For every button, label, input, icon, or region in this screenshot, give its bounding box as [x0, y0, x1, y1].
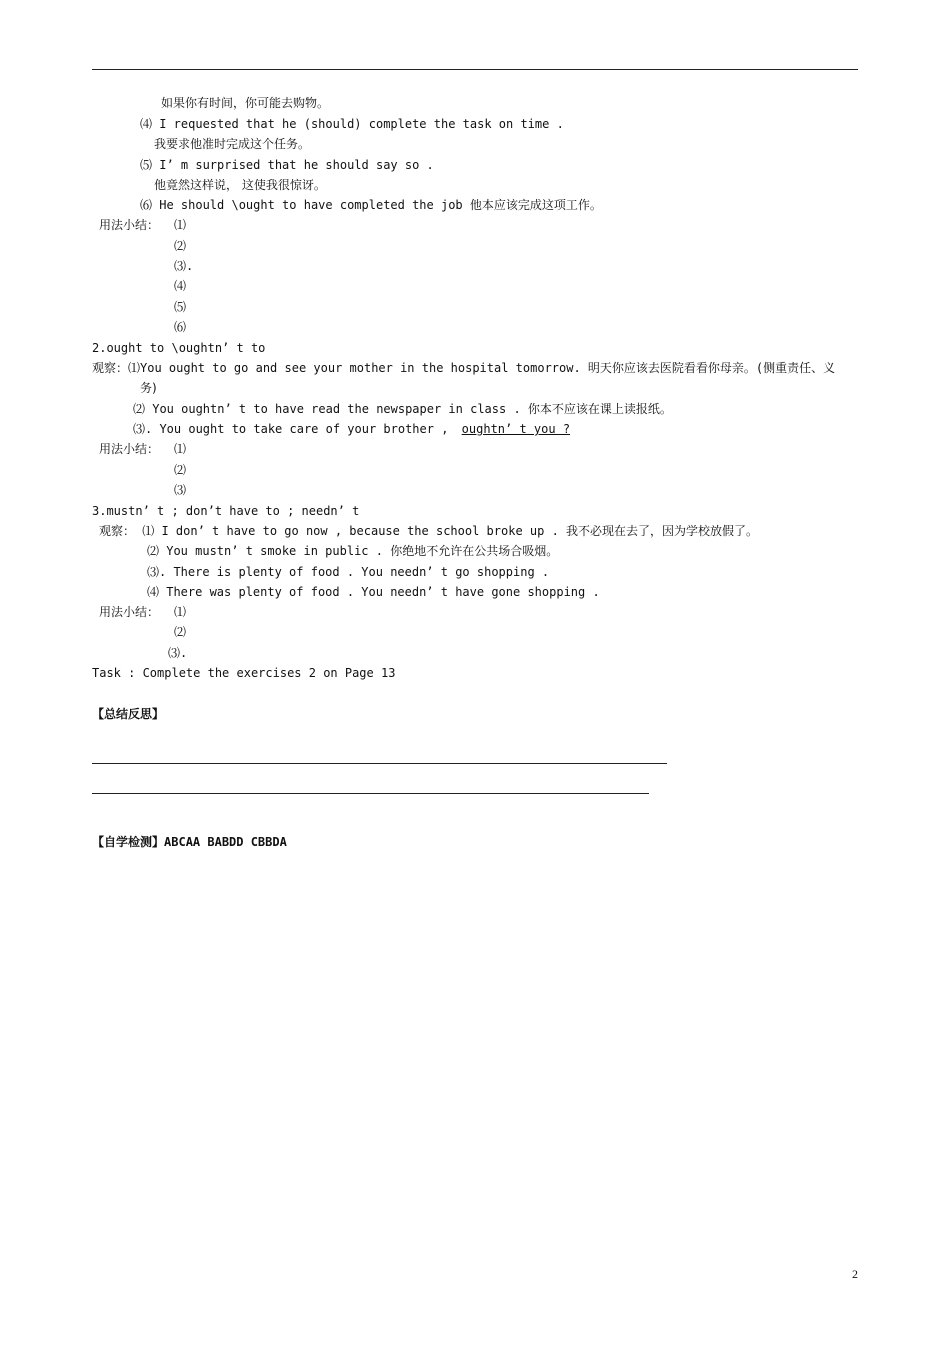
question-tag-answer: oughtn’ t you ? — [461, 422, 571, 436]
observation-3-text: ⑶. You ought to take care of your brother , — [133, 422, 449, 436]
example-sentence-5: ⑸ I’ m surprised that he should say so . — [140, 158, 434, 172]
header-rule — [92, 69, 858, 70]
section-3-observation-4: ⑷ There was plenty of food . You needn’ t have gone shopping . — [147, 585, 600, 599]
example-translation-5: 他竟然这样说， 这使我很惊讶。 — [154, 178, 326, 192]
usage-summary-item: ⑵ — [174, 239, 187, 253]
section-3-title: 3.mustn’ t ; don’t have to ; needn’ t — [92, 504, 360, 518]
section-2-observation-1: 观察：⑴You ought to go and see your mother in the hospital tomorrow. 明天你应该去医院看看你母亲。(侧重责任、义 — [92, 361, 836, 375]
usage-summary-label-1: 用法小结： — [99, 218, 160, 232]
page-number: 2 — [852, 1267, 858, 1281]
example-sentence-4: ⑷ I requested that he (should) complete the task on time . — [140, 117, 564, 131]
reflection-answer-line — [92, 793, 649, 794]
task-instruction: Task : Complete the exercises 2 on Page 13 — [92, 666, 396, 680]
example-translation-4: 我要求他准时完成这个任务。 — [154, 137, 311, 151]
usage-summary-label-3: 用法小结： — [99, 605, 160, 619]
usage-summary-item: ⑷ — [174, 279, 187, 293]
example-sentence-6: ⑹ He should \ought to have completed the job 他本应该完成这项工作。 — [140, 198, 602, 212]
usage-summary-item: ⑹ — [174, 320, 187, 334]
usage-summary-item: ⑶. — [168, 646, 188, 660]
usage-summary-item: ⑶ — [174, 483, 187, 497]
usage-summary-item: ⑶. — [174, 259, 194, 273]
section-3-observation-1: 观察： ⑴ I don’ t have to go now , because the school broke up . 我不必现在去了，因为学校放假了。 — [99, 524, 759, 538]
usage-summary-item: ⑴ — [174, 442, 187, 456]
usage-summary-label-2: 用法小结： — [99, 442, 160, 456]
section-2-observation-2: ⑵ You oughtn’ t to have read the newspaper in class . 你本不应该在课上读报纸。 — [133, 402, 672, 416]
section-2-observation-1-cont: 务) — [140, 381, 157, 395]
self-test-line — [92, 835, 287, 849]
section-2-title: 2.ought to \oughtn’ t to — [92, 341, 266, 355]
reflection-answer-line — [92, 763, 667, 764]
usage-summary-item: ⑴ — [174, 218, 187, 232]
usage-summary-item: ⑸ — [174, 300, 187, 314]
usage-summary-item: ⑵ — [174, 625, 187, 639]
example-translation: 如果你有时间，你可能去购物。 — [161, 96, 330, 110]
section-3-observation-3: ⑶. There is plenty of food . You needn’ t go shopping . — [147, 565, 550, 579]
section-2-observation-3 — [133, 422, 570, 436]
self-test-label: 【自学检测】 — [92, 835, 165, 849]
section-3-observation-2: ⑵ You mustn’ t smoke in public . 你绝地不允许在公共场合吸烟。 — [147, 544, 559, 558]
self-test-answers: ABCAA BABDD CBBDA — [164, 835, 287, 849]
reflection-heading: 【总结反思】 — [92, 707, 165, 721]
usage-summary-item: ⑵ — [174, 463, 187, 477]
usage-summary-item: ⑴ — [174, 605, 187, 619]
